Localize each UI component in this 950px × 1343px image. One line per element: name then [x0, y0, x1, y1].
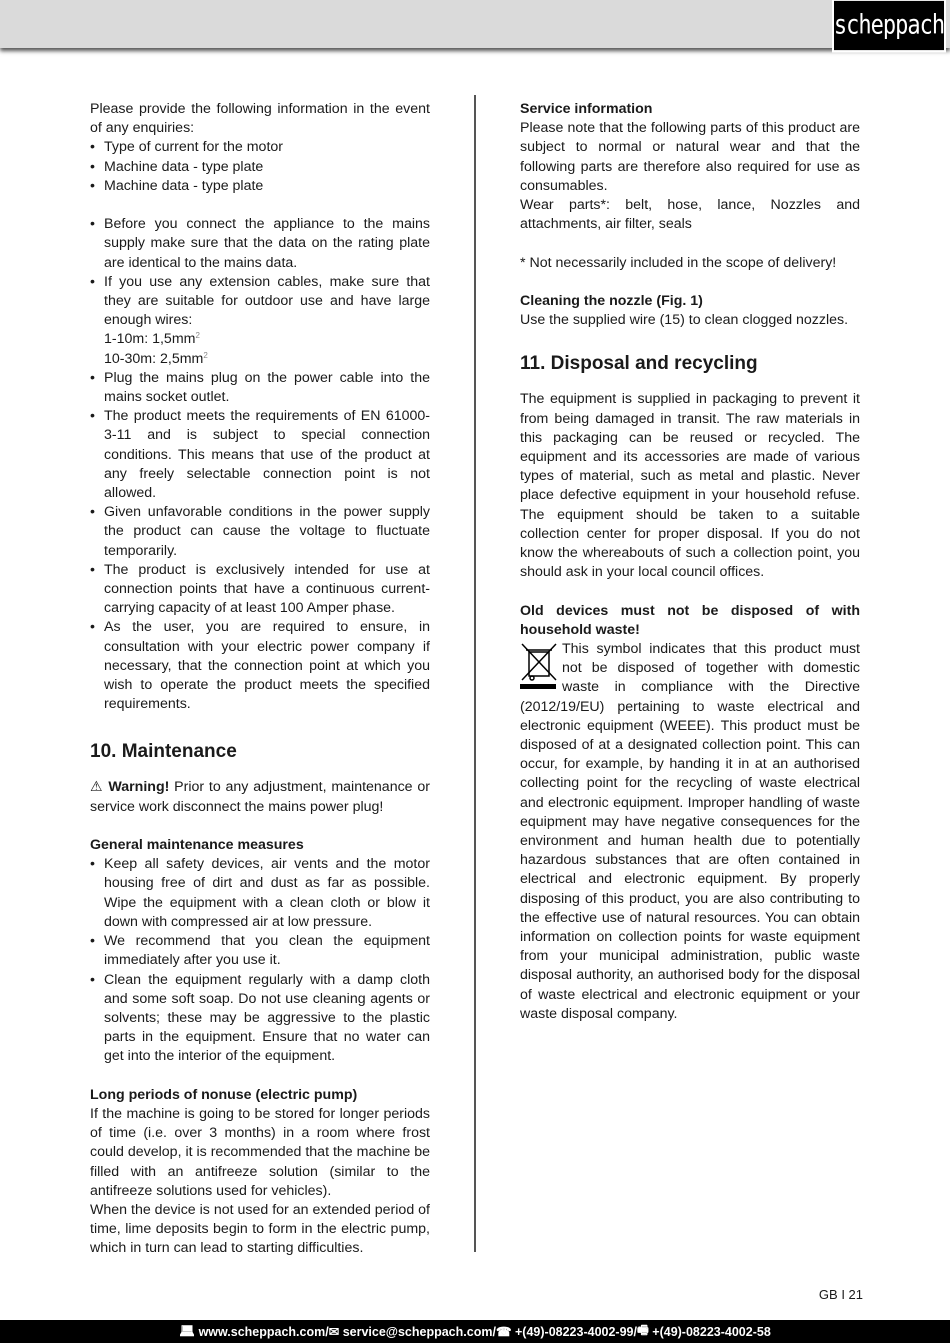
- general-maintenance-heading: General maintenance measures: [90, 837, 304, 854]
- phone-number: +(49)-08223-4002-99: [515, 1324, 634, 1339]
- computer-icon: 💻︎: [179, 1324, 196, 1338]
- old-devices-heading: Old devices must not be disposed of with household waste!: [520, 602, 860, 638]
- maintenance-list: [90, 855, 430, 1066]
- list-item: • Type of current for the motor: [90, 138, 430, 157]
- fax-number: +(49)-08223-4002-58: [652, 1324, 771, 1339]
- nonuse-text: If the machine is going to be stored for longer periods of time (i.e. over 3 months) in a room where frost could develop, it is recommended that the machine be filled with an antifreeze solution (similar to the antifreeze solutions used for vehicles).: [90, 1105, 430, 1199]
- maintenance-heading: 10. Maintenance: [90, 741, 237, 763]
- disposal-text: The equipment is supplied in packaging to prevent it from being damaged in transit. The raw materials in this packaging can be reused or recycled. The equipment and its accessories are made of various types of material, such as metal and plastic. Never place defective equipment in your household refuse. The equipment should be taken to a suitable collection center for proper disposal. If you do not know the whereabouts of such a collection point, you should ask in your local council offices.: [520, 391, 860, 581]
- list-item: • If you use any extension cables, make sure that they are suitable for outdoor use and have large enough wires: 1-10m: $1,5mm^2$ 10-30m: $2,5mm^2$: [90, 273, 430, 369]
- column-divider: [474, 95, 476, 1252]
- warning-text: ⚠ Warning! Prior to any adjustment, maintenance or service work disconnect the mains power plug!: [90, 779, 430, 815]
- list-item: • Machine data - type plate: [90, 177, 430, 196]
- weee-text: This symbol indicates that this product must not be disposed of together with domestic waste in compliance with the Directive (2012/19/EU) pertaining to waste electrical and electronic equipment (WEEE). This product must be disposed of at a designated collection point. This can occur, for example, by handing it in at an authorised collecting point for the recycling of waste electrical and electronic equipment. Improper handling of waste equipment may have negative consequences for the environment and human health due to potentially hazardous substances that are often contained in electrical and electronic equipment. By properly disposing of this product, you are also contributing to the effective use of natural resources. You can obtain information on collection points for waste equipment from your municipal administration, public waste disposal authority, an authorised body for the disposal of waste electrical and electronic equipment or your waste disposal company.: [520, 641, 860, 1022]
- wear-parts-text: Wear parts*: belt, hose, lance, Nozzles and attachments, air filter, seals: [520, 197, 860, 233]
- list-item: • The product meets the requirements of EN 61000-3-11 and is subject to special connection conditions. This means that use of the product at any freely selectable connection point is not allowed.: [90, 407, 430, 503]
- disposal-heading: 11. Disposal and recycling: [520, 353, 758, 375]
- nozzle-text: Use the supplied wire (15) to clean clogged nozzles.: [520, 312, 849, 329]
- nonuse-heading: Long periods of nonuse (electric pump): [90, 1086, 358, 1103]
- list-item: • The product is exclusively intended for use at connection points that have a continuous current-carrying capacity of at least 100 Amper phase.: [90, 561, 430, 619]
- list-item: • Clean the equipment regularly with a damp cloth and some soft soap. Do not use cleaning agents or solvents; these may be aggressive to the plastic parts in the equipment. Ensure that no water can get into the interior of the equipment.: [90, 971, 430, 1067]
- list-item: • Given unfavorable conditions in the power supply the product can cause the voltage to fluctuate temporarily.: [90, 503, 430, 561]
- right-column: [520, 100, 860, 1024]
- warning-icon: ⚠: [90, 779, 104, 796]
- list-item: • We recommend that you clean the equipment immediately after you use it.: [90, 932, 430, 970]
- email-link[interactable]: service@scheppach.com: [342, 1324, 493, 1339]
- cable-spec-2: 10-30m: 2,5mm: [104, 350, 204, 367]
- list-item: • Plug the mains plug on the power cable into the mains socket outlet.: [90, 369, 430, 407]
- nonuse-text-2: When the device is not used for an extended period of time, lime deposits begin to form in the electric pump, which in turn can lead to starting difficulties.: [90, 1201, 430, 1257]
- page-header: [0, 0, 950, 48]
- list-item: • Keep all safety devices, air vents and the motor housing free of dirt and dust as far as possible. Wipe the equipment with a clean cloth or blow it down with compressed air at low pressure.: [90, 855, 430, 932]
- service-text: Please note that the following parts of this product are subject to normal or natural wear and that the following parts are therefore also required for use as consumables.: [520, 120, 860, 194]
- connection-list: [90, 215, 430, 714]
- left-column: [90, 100, 430, 1259]
- phone-icon: ☎: [495, 1325, 512, 1339]
- footnote: * Not necessarily included in the scope of delivery!: [520, 254, 837, 271]
- website-link[interactable]: www.scheppach.com: [198, 1324, 326, 1339]
- scheppach-logo: scheppach: [832, 0, 946, 52]
- page-footer: 💻︎ www.scheppach.com / ✉ service@scheppach.com / ☎ +(49)-08223-4002-99 / 🖷︎ +(49)-08223-4002-58: [0, 1320, 950, 1343]
- intro-text: Please provide the following information in the event of any enquiries:: [90, 101, 430, 137]
- nozzle-heading: Cleaning the nozzle (Fig. 1): [520, 293, 703, 309]
- mail-icon: ✉: [328, 1325, 340, 1339]
- page-number: GB I 21: [818, 1287, 863, 1302]
- list-item: • Machine data - type plate: [90, 158, 430, 177]
- list-item: • Before you connect the appliance to the mains supply make sure that the data on the rating plate are identical to the mains data.: [90, 215, 430, 273]
- crossed-bin-icon: [520, 642, 558, 690]
- service-heading: Service information: [520, 101, 653, 117]
- list-item: • As the user, you are required to ensure, in consultation with your electric power company if necessary, that the connection point at which you wish to operate the product meets the specified requirements.: [90, 618, 430, 714]
- enquiry-list: [90, 138, 430, 196]
- cable-spec-1: 1-10m: 1,5mm: [104, 331, 196, 348]
- fax-icon: 🖷︎: [636, 1323, 649, 1337]
